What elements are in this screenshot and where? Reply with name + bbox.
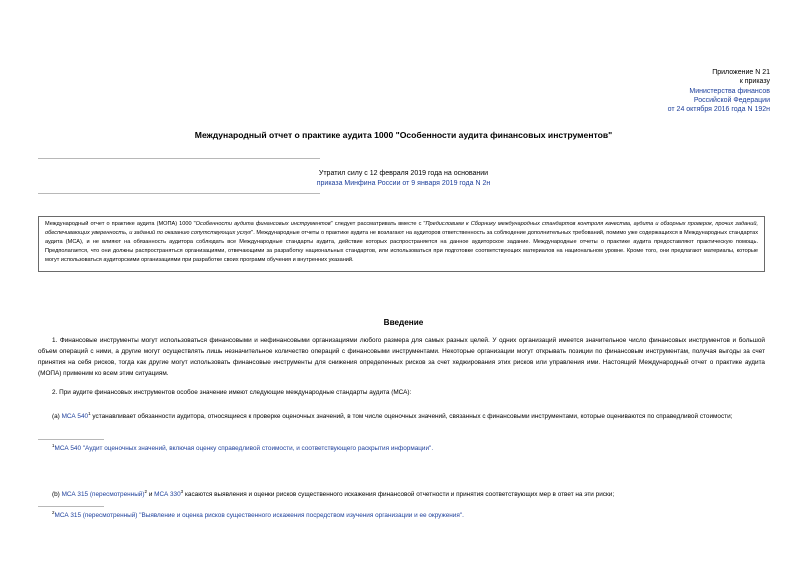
appendix-country-link[interactable]: Российской Федерации xyxy=(693,96,770,104)
note-text-a: Международный отчет о практике аудита (МОПА) 1000 " xyxy=(45,221,196,227)
paragraph-1-text: 1. Финансовые инструменты могут использоваться финансовыми и нефинансовыми организациями любого размера для самых разных целей. У одних организаций имеется значительное число финансовых инструментов и большой объем операций с ними, а другие могут осуществлять лишь незначительное количество операций с финансовыми инструментами. Некоторые организации могут открывать позиции по финансовым инструментам, получая выгоды за счет принятия на себя рисков, тогда как другие могут использовать финансовые инструменты для снижения определенных рисков за счет хеджирования этих рисков или управления ими. Настоящий Международный отчет о практике аудита (МОПА) применим ко всем этим ситуациям. xyxy=(38,337,765,377)
note-text-e: ". Международные отчеты о практике аудита не возлагают на аудиторов ответственность за соблюдение дополнительных требований, помимо уже содержащихся в Международных стандартах аудита (МСА), и не влияют на обязанность аудитора соблюдать все Международные стандарты аудита, действие которых распространяется на данное аудиторское задание. Международные отчеты о практике аудита предоставляют практическую помощь. Предполагается, что они должны распространяться организациями, отвечающими за разработку национальных стандартов, или использоваться при подготовке соответствующих материалов на национальном уровне. Кроме того, они предлагают материалы, которые могут использоваться аудиторскими организациями при разработке своих программ обучения и внутренних указаний. xyxy=(45,229,759,263)
note-box xyxy=(38,216,765,272)
appendix-date-link[interactable]: от 24 октября 2016 года N 192н xyxy=(667,106,770,114)
status-block xyxy=(0,169,807,189)
list-item-a xyxy=(38,408,765,422)
item-b-footnote-ref-2[interactable]: 2 xyxy=(144,489,148,494)
appendix-ministry-link[interactable]: Министерства финансов xyxy=(689,87,770,95)
item-b-footnote-ref-3[interactable]: 3 xyxy=(180,489,184,494)
mca-540-link[interactable]: МСА 540 xyxy=(61,413,89,421)
item-b-prefix: (b) xyxy=(52,491,60,499)
footnote-1-link[interactable]: МСА 540 "Аудит оценочных значений, включая оценку справедливой стоимости, и соответствующего раскрытия информации". xyxy=(54,445,434,453)
separator-line-bottom xyxy=(38,193,320,194)
note-text-d: Предисловием к Сборнику международных стандартов контроля качества, аудита и обзорных проверок, прочих заданий, обеспечивающих уверенность, и заданий по оказанию сопутствующих услуг xyxy=(45,221,758,236)
section-heading: Введение xyxy=(383,318,424,327)
basis-order-link[interactable]: приказа Минфина России от 9 января 2019 года N 2н xyxy=(316,180,491,187)
appendix-order-label: к приказу xyxy=(739,78,770,86)
document-title: Международный отчет о практике аудита 1000 "Особенности аудита финансовых инструментов" xyxy=(194,130,613,140)
item-a-text: устанавливает обязанности аудитора, относящиеся к проверке оценочных значений, в том числе оценочных значений, связанных с финансовыми инструментами, которые оцениваются по справедливой стоимости; xyxy=(92,413,733,421)
list-item-b xyxy=(38,486,765,500)
footnote-1 xyxy=(52,443,433,452)
mca-315-link[interactable]: МСА 315 (пересмотренный) xyxy=(61,491,145,499)
item-b-text: касаются выявления и оценки рисков существенного искажения финансовой отчетности и принятия соответствующих мер в ответ на эти риски; xyxy=(184,491,615,499)
note-text-c: " следует рассматривать вместе с " xyxy=(330,221,426,227)
note-text-b: Особенности аудита финансовых инструментов xyxy=(195,221,331,227)
paragraph-1 xyxy=(38,335,765,379)
footnote-2-number: 2 xyxy=(52,510,55,515)
footnote-2 xyxy=(52,510,464,519)
item-b-and: и xyxy=(148,491,153,499)
item-a-prefix: (a) xyxy=(52,413,60,421)
appendix-block xyxy=(668,68,770,114)
lost-force-text: Утратил силу с 12 февраля 2019 года на основании xyxy=(318,170,489,177)
paragraph-2-text: 2. При аудите финансовых инструментов особое значение имеют следующие международные стандарты аудита (МСА): xyxy=(52,389,412,396)
item-a-footnote-ref[interactable]: 1 xyxy=(88,411,91,416)
footnote-1-number: 1 xyxy=(52,443,55,448)
footnote-separator-1 xyxy=(38,439,104,440)
footnote-separator-2 xyxy=(38,506,104,507)
mca-330-link[interactable]: МСА 330 xyxy=(154,491,181,499)
separator-line-top xyxy=(38,158,320,159)
appendix-number: Приложение N 21 xyxy=(712,69,770,76)
footnote-2-link[interactable]: МСА 315 (пересмотренный) "Выявление и оценка рисков существенного искажения посредством изучения организации и ее окружения". xyxy=(54,512,464,520)
paragraph-2 xyxy=(38,387,765,398)
